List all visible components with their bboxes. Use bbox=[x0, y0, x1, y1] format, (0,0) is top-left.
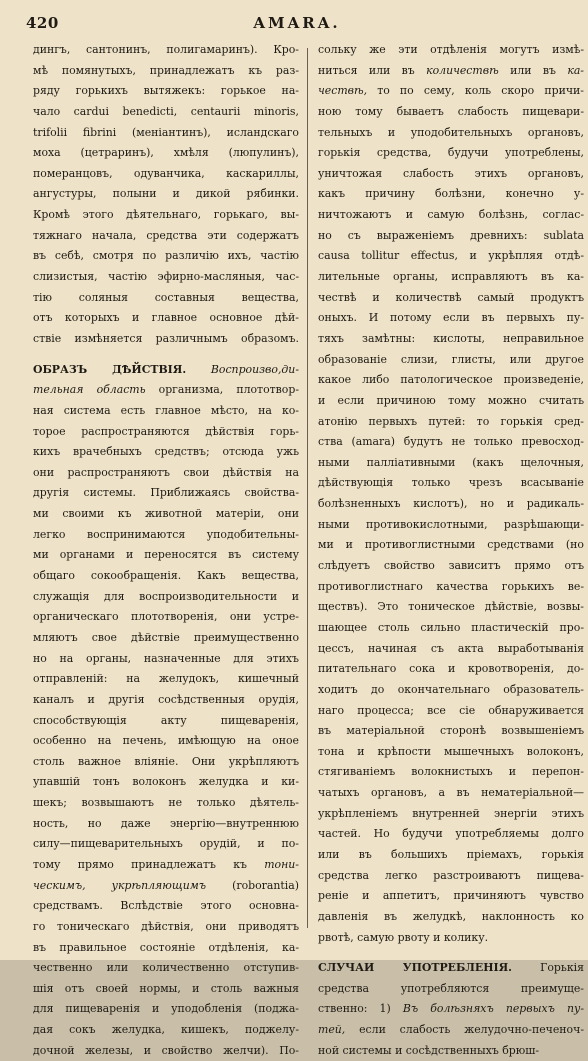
text-span: или въ bbox=[498, 63, 568, 77]
text-span: то по сему, коль скоро причи- bbox=[367, 84, 584, 98]
text-line: ми и противоглистными средствами (но bbox=[318, 538, 584, 552]
italic-term: тельная область bbox=[33, 383, 146, 397]
text-line: давленія въ желудкѣ, наклонность ко bbox=[318, 909, 584, 923]
text-line: средствамъ. Вслѣдствіе этого основна- bbox=[33, 899, 299, 913]
text-line: отправленій: на желудокъ, кишечный bbox=[33, 672, 299, 686]
text-line: легко воспринимаются уподобительны- bbox=[33, 527, 299, 541]
text-line: служащія для воспроизводительности и bbox=[33, 589, 299, 603]
text-line: питательнаго сока и кровотворенія, до- bbox=[318, 662, 584, 676]
text-line: дочной железы, и свойство желчи). По- bbox=[33, 1043, 299, 1057]
left-column bbox=[33, 40, 299, 1061]
text-line: тяжнаго начала, средства эти содержатъ bbox=[33, 228, 299, 242]
text-span: ниться или въ bbox=[318, 63, 427, 77]
text-line: ными противокислотными, разрѣшающи- bbox=[318, 517, 584, 531]
text-line: ной системы и сосѣдственныхъ брюш- bbox=[318, 1043, 540, 1057]
text-line: столь важное вліяніе. Они укрѣпляютъ bbox=[33, 754, 299, 768]
text-line: торое распространяются дѣйствія горь- bbox=[33, 424, 299, 438]
text-line: укрѣпленіемъ внутренней энергіи этихъ bbox=[318, 806, 584, 820]
text-line: для пищеваренія и уподобленія (поджа- bbox=[33, 1002, 299, 1016]
section-heading-line bbox=[318, 958, 584, 979]
text-line: въ правильное состояніе отдѣленія, ка- bbox=[33, 940, 299, 954]
right-paragraph-1 bbox=[318, 102, 584, 948]
text-line: противоглистнаго качества горькихъ ве- bbox=[318, 579, 584, 593]
text-line: ною тому бываетъ слабость пищевари- bbox=[318, 104, 584, 118]
text-line: тію соляныя составныя вещества, bbox=[33, 290, 299, 304]
column-divider bbox=[307, 48, 308, 928]
text-line: ничтожаютъ и самую болѣзнь, соглас- bbox=[318, 208, 584, 222]
section-heading-usage: СЛУЧАИ УПОТРЕБЛЕНІЯ. bbox=[318, 961, 512, 975]
text-line: тона и крѣпости мышечныхъ волоконъ, bbox=[318, 744, 584, 758]
text-span: Горькія bbox=[511, 961, 584, 975]
text-line: чатыхъ органовъ, а въ нематеріальной— bbox=[318, 786, 584, 800]
text-line: causa tollitur effectus, и укрѣпляя отдѣ- bbox=[318, 249, 584, 263]
text-line: ность, но даже энергію—внутреннюю bbox=[33, 816, 299, 830]
text-line: особенно на печень, имѣющую на оное bbox=[33, 734, 299, 748]
text-line bbox=[33, 876, 299, 897]
text-line: другія системы. Приближаясь свойства- bbox=[33, 486, 299, 500]
text-line bbox=[318, 61, 584, 82]
text-line: но на органы, назначенные для этихъ bbox=[33, 651, 299, 665]
text-line: частей. Но будучи употребляемы долго bbox=[318, 827, 584, 841]
text-line: го тоническаго дѣйствія, они приводятъ bbox=[33, 919, 299, 933]
italic-term: тей, bbox=[318, 1023, 346, 1037]
text-line: слѣдуетъ свойство зависитъ прямо отъ bbox=[318, 559, 584, 573]
text-line: лительные органы, исправляютъ въ ка- bbox=[318, 270, 584, 284]
text-line: уничтожая слабость этихъ органовъ, bbox=[318, 166, 584, 180]
right-column bbox=[318, 40, 584, 1061]
text-line: дингъ, сантонинъ, полигамаринъ). Кро- bbox=[33, 43, 299, 56]
text-line: тельныхъ и уподобительныхъ органовъ, bbox=[318, 125, 584, 139]
text-line: и если причиною тому можно считать bbox=[318, 393, 584, 407]
text-line: органическаго плототворенія, они устре- bbox=[33, 610, 299, 624]
text-line: дая сокъ желудка, кишекъ, поджелу- bbox=[33, 1023, 299, 1037]
text-line: или въ большихъ пріемахъ, горькія bbox=[318, 847, 584, 861]
left-paragraph-2 bbox=[33, 401, 299, 876]
text-span: (roborantia) bbox=[206, 878, 299, 892]
text-line: шающее столь сильно пластическій про- bbox=[318, 620, 584, 634]
left-paragraph-3 bbox=[33, 896, 299, 1061]
text-line: но съ выраженіемъ древнихъ: sublata bbox=[318, 228, 584, 242]
text-line: чало cardui benedicti, centaurii minoris, bbox=[33, 104, 299, 118]
text-line: какое либо патологическое произведеніе, bbox=[318, 373, 584, 387]
text-line: какъ причину болѣзни, конечно у- bbox=[318, 187, 584, 201]
text-line: средства легко разстроиваютъ пищева- bbox=[318, 868, 584, 882]
text-line: ществъ). Это тоническое дѣйствіе, возвы- bbox=[318, 600, 584, 614]
text-line: стягиваніемъ волокнистыхъ и перепон- bbox=[318, 765, 584, 779]
page-header bbox=[26, 10, 568, 34]
page-number: 420 bbox=[26, 14, 59, 32]
text-line: шія отъ своей нормы, и столь важныя bbox=[33, 981, 299, 995]
paragraph-gap bbox=[33, 350, 299, 360]
text-line: цессъ, начиная съ акта выработыванія bbox=[318, 641, 584, 655]
italic-term: Въ болѣзняхъ первыхъ пу- bbox=[402, 1002, 584, 1016]
paragraph-gap bbox=[318, 948, 584, 958]
text-line: кихъ врачебныхъ средствъ; отсюда ужь bbox=[33, 445, 299, 459]
text-line: горькія средства, будучи употреблены, bbox=[318, 146, 584, 160]
text-line: ными палліативными (какъ щелочныя, bbox=[318, 455, 584, 469]
running-head: AMARA. bbox=[253, 14, 341, 32]
text-line: образованіе слизи, глисты, или другое bbox=[318, 352, 584, 366]
text-span: тому прямо принадлежатъ къ bbox=[33, 857, 247, 871]
text-line: въ матеріальной сторонѣ возвышеніемъ bbox=[318, 724, 584, 738]
text-line: слизистыя, частію эфирно-масляныя, час- bbox=[33, 270, 299, 284]
text-line: оныхъ. И потому если въ первыхъ пу- bbox=[318, 311, 584, 325]
text-line: они распространяютъ свои дѣйствія на bbox=[33, 465, 299, 479]
text-line: каналъ и другія сосѣдственныя орудія, bbox=[33, 692, 299, 706]
text-line bbox=[33, 855, 299, 876]
text-line: отъ которыхъ и главное основное дѣй- bbox=[33, 311, 299, 325]
text-line: общаго сокообращенія. Какъ вещества, bbox=[33, 569, 299, 583]
italic-term: ческимъ, укрѣпляющимъ bbox=[33, 878, 207, 892]
text-line bbox=[318, 999, 584, 1020]
text-line: реніе и аппетитъ, причиняютъ чувство bbox=[318, 889, 584, 903]
text-line: наго процесса; все сіе обнаруживается bbox=[318, 703, 584, 717]
text-line: ряду горькихъ вытяжекъ: горькое на- bbox=[33, 84, 299, 98]
text-line: померанцовъ, одуванчика, каскариллы, bbox=[33, 166, 299, 180]
text-line: сольку же эти отдѣленія могутъ измѣ- bbox=[318, 43, 584, 56]
text-line: чествѣ и количествѣ самый продуктъ bbox=[318, 290, 584, 304]
text-line: моха (цетраринъ), хмѣля (люпулинъ), bbox=[33, 146, 299, 160]
text-line: мѣ помянутыхъ, принадлежатъ къ раз- bbox=[33, 63, 299, 77]
text-line: средства употребляются преимуще- bbox=[318, 981, 584, 995]
section-heading-line bbox=[33, 360, 299, 381]
text-line: упавшій тонъ волоконъ желудка и ки- bbox=[33, 775, 299, 789]
text-line: болѣзненныхъ кислотъ), но и радикаль- bbox=[318, 497, 584, 511]
text-line: ми своими къ животной матеріи, они bbox=[33, 507, 299, 521]
text-line: рвотѣ, самую рвоту и колику. bbox=[318, 930, 489, 944]
text-line: ствіе измѣняется различнымъ образомъ. bbox=[33, 331, 299, 345]
text-line: дѣйствующія только чрезъ всасываніе bbox=[318, 476, 584, 490]
heading-italic-term: Воспроизво,ди- bbox=[210, 362, 299, 376]
text-line: чественно или количественно отступив- bbox=[33, 961, 299, 975]
text-line: тяхъ замѣтны: кислоты, неправильное bbox=[318, 331, 584, 345]
text-line: ангустуры, полыни и дикой рябинки. bbox=[33, 187, 299, 201]
text-line: ная система есть главное мѣсто, на ко- bbox=[33, 403, 299, 417]
text-line: ства (amara) будутъ не только превосход- bbox=[318, 435, 584, 449]
italic-term: ка- bbox=[567, 63, 584, 77]
text-span: если слабость желудочно-печеноч- bbox=[345, 1023, 584, 1037]
italic-term: тони- bbox=[264, 857, 299, 871]
text-line: въ себѣ, смотря по различію ихъ, частію bbox=[33, 249, 299, 263]
italic-term: чествѣ, bbox=[318, 84, 368, 98]
text-line bbox=[318, 1020, 584, 1041]
text-span: организма, плототвор- bbox=[145, 383, 299, 397]
section-heading-action: ОБРАЗЪ ДѢЙСТВІЯ. bbox=[33, 362, 187, 376]
text-line: Кромѣ этого дѣятельнаго, горькаго, вы- bbox=[33, 208, 299, 222]
text-span: ственно: 1) bbox=[318, 1002, 403, 1016]
left-paragraph-1 bbox=[33, 40, 299, 350]
text-line: ми органами и переносятся въ систему bbox=[33, 548, 299, 562]
text-line: атонію первыхъ путей: то горькія сред- bbox=[318, 414, 584, 428]
text-line bbox=[33, 380, 299, 401]
text-line: силу—пищеварительныхъ орудій, и по- bbox=[33, 837, 299, 851]
italic-term: количествѣ bbox=[426, 63, 499, 77]
text-line: trifolii fibrini (меніантинъ), исландскаго bbox=[33, 125, 299, 139]
text-line: шекъ; возвышаютъ не только дѣятель- bbox=[33, 796, 299, 810]
text-line bbox=[318, 81, 584, 102]
text-line: ходитъ до окончательнаго образователь- bbox=[318, 682, 584, 696]
text-line: способствующія акту пищеваренія, bbox=[33, 713, 299, 727]
text-line: мляютъ свое дѣйствіе преимущественно bbox=[33, 630, 299, 644]
